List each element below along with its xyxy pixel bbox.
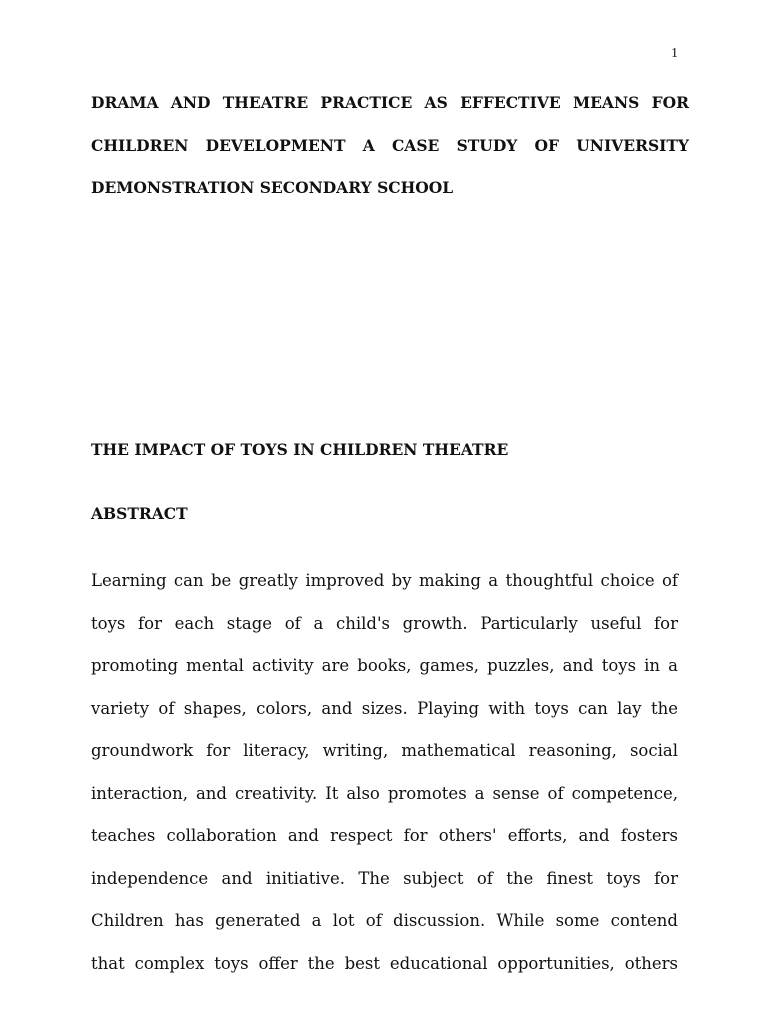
document-title bbox=[91, 82, 689, 210]
abstract-line: Children has generated a lot of discussion. While some contend bbox=[91, 911, 678, 930]
abstract-line: Learning can be greatly improved by making a thoughtful choice of bbox=[91, 571, 678, 590]
abstract-line: variety of shapes, colors, and sizes. Playing with toys can lay the bbox=[91, 698, 678, 718]
abstract-line: independence and initiative. The subject of the finest toys for bbox=[91, 868, 678, 888]
abstract-line: teaches collaboration and respect for others' efforts, and fosters bbox=[91, 826, 678, 845]
abstract-body bbox=[91, 560, 678, 985]
title-line: CHILDREN DEVELOPMENT A CASE STUDY OF UNIVERSITY bbox=[91, 135, 689, 155]
abstract-line: toys for each stage of a child's growth. Particularly useful for bbox=[91, 613, 678, 633]
abstract-line: that complex toys offer the best educational opportunities, others bbox=[91, 953, 678, 973]
section-subtitle: THE IMPACT OF TOYS IN CHILDREN THEATRE bbox=[91, 440, 509, 459]
title-line: DEMONSTRATION SECONDARY SCHOOL bbox=[91, 178, 454, 197]
abstract-line: interaction, and creativity. It also promotes a sense of competence, bbox=[91, 783, 678, 803]
page-number: 1 bbox=[671, 46, 678, 61]
title-line: DRAMA AND THEATRE PRACTICE AS EFFECTIVE MEANS FOR bbox=[91, 93, 689, 112]
abstract-line: promoting mental activity are books, games, puzzles, and toys in a bbox=[91, 656, 678, 675]
abstract-heading: ABSTRACT bbox=[91, 504, 188, 523]
abstract-line: groundwork for literacy, writing, mathematical reasoning, social bbox=[91, 741, 678, 760]
